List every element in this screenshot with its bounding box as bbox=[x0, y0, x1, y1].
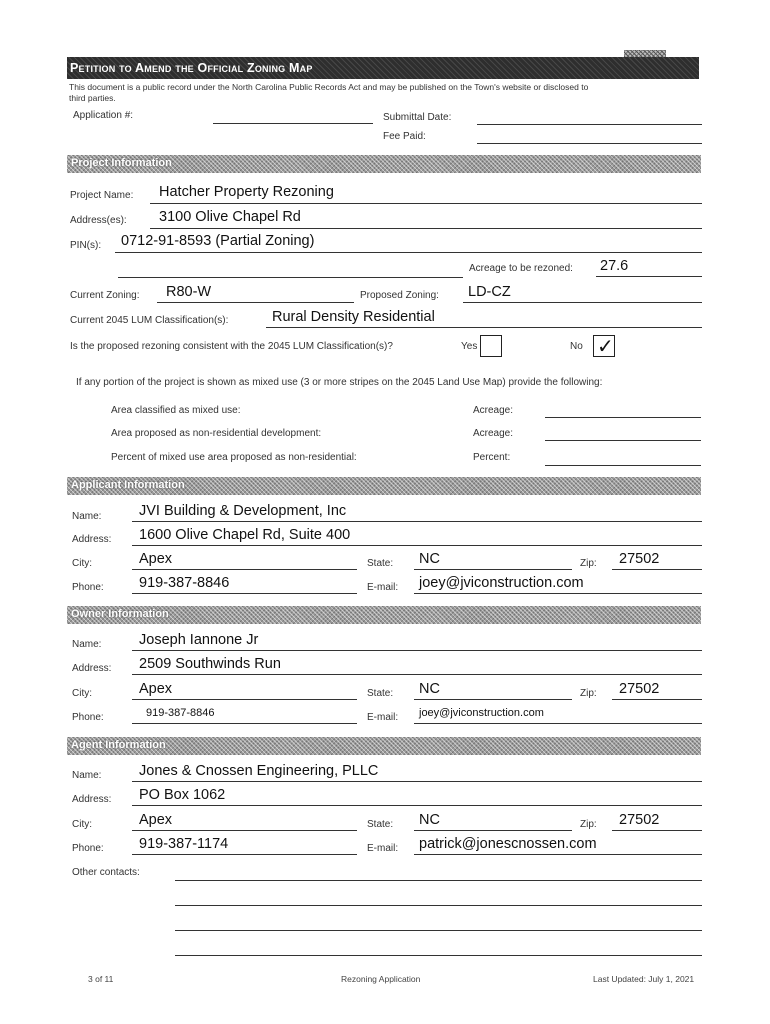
consistency-question: Is the proposed rezoning consistent with the 2045 LUM Classification(s)? bbox=[70, 341, 393, 352]
percent-proposed-label: Percent of mixed use area proposed as non-residential: bbox=[111, 452, 357, 463]
footer-page-number: 3 of 11 bbox=[88, 974, 114, 984]
proposed-zoning-label: Proposed Zoning: bbox=[360, 290, 439, 301]
acreage-rezoned-line bbox=[596, 276, 702, 277]
agent-email-label: E-mail: bbox=[367, 843, 399, 854]
area-classified-acreage-label: Acreage: bbox=[473, 405, 514, 416]
other-contacts-line-3[interactable] bbox=[175, 930, 702, 931]
owner-state-value[interactable]: NC bbox=[419, 681, 440, 697]
project-address-line bbox=[150, 228, 702, 229]
disclaimer-line-1: This document is a public record under the North Carolina Public Records Act and may be published on the Town's website or disclosed to bbox=[69, 82, 589, 92]
agent-city-label: City: bbox=[72, 819, 92, 830]
applicant-email-line bbox=[414, 593, 702, 594]
disclaimer-line-2: third parties. bbox=[69, 93, 116, 103]
owner-zip-label: Zip: bbox=[580, 688, 597, 699]
applicant-phone-label: Phone: bbox=[72, 582, 104, 593]
agent-zip-label: Zip: bbox=[580, 819, 597, 830]
applicant-name-value[interactable]: JVI Building & Development, Inc bbox=[139, 503, 347, 519]
yes-label: Yes bbox=[461, 341, 478, 352]
agent-phone-line bbox=[132, 854, 357, 855]
owner-zip-line bbox=[612, 699, 702, 700]
mixed-use-intro: If any portion of the project is shown as mixed use (3 or more stripes on the 2045 Land Use Map) provide the following: bbox=[76, 377, 603, 388]
applicant-email-label: E-mail: bbox=[367, 582, 399, 593]
owner-city-value[interactable]: Apex bbox=[139, 681, 173, 697]
agent-zip-line bbox=[612, 830, 702, 831]
applicant-zip-line bbox=[612, 569, 702, 570]
applicant-name-line bbox=[132, 521, 702, 522]
agent-zip-value[interactable]: 27502 bbox=[619, 812, 660, 828]
applicant-section-band bbox=[67, 477, 701, 495]
agent-state-value[interactable]: NC bbox=[419, 812, 440, 828]
owner-zip-value[interactable]: 27502 bbox=[619, 681, 660, 697]
owner-address-value[interactable]: 2509 Southwinds Run bbox=[139, 656, 281, 672]
percent-field[interactable] bbox=[545, 465, 701, 466]
agent-phone-label: Phone: bbox=[72, 843, 104, 854]
applicant-city-line bbox=[132, 569, 357, 570]
owner-phone-value[interactable]: 919-387-8846 bbox=[146, 707, 215, 719]
other-contacts-label: Other contacts: bbox=[72, 867, 140, 878]
agent-address-value[interactable]: PO Box 1062 bbox=[139, 787, 226, 803]
other-contacts-line-2[interactable] bbox=[175, 905, 702, 906]
project-name-line bbox=[150, 203, 702, 204]
owner-city-label: City: bbox=[72, 688, 92, 699]
agent-state-label: State: bbox=[367, 819, 394, 830]
applicant-city-value[interactable]: Apex bbox=[139, 551, 173, 567]
owner-address-label: Address: bbox=[72, 663, 112, 674]
application-number-field[interactable] bbox=[213, 123, 373, 124]
submittal-date-field[interactable] bbox=[477, 124, 702, 125]
project-address-label: Address(es): bbox=[70, 215, 127, 226]
check-mark-icon: ✓ bbox=[597, 336, 614, 358]
other-contacts-line-4[interactable] bbox=[175, 955, 702, 956]
lum-value[interactable]: Rural Density Residential bbox=[272, 309, 435, 325]
project-address-value[interactable]: 3100 Olive Chapel Rd bbox=[159, 209, 301, 225]
owner-email-label: E-mail: bbox=[367, 712, 399, 723]
footer-document-name: Rezoning Application bbox=[341, 974, 421, 984]
applicant-state-line bbox=[414, 569, 572, 570]
project-name-label: Project Name: bbox=[70, 190, 134, 201]
agent-state-line bbox=[414, 830, 572, 831]
applicant-address-line bbox=[132, 545, 702, 546]
owner-address-line bbox=[132, 674, 702, 675]
project-name-value[interactable]: Hatcher Property Rezoning bbox=[159, 184, 334, 200]
no-label: No bbox=[570, 341, 583, 352]
area-classified-acreage-field[interactable] bbox=[545, 417, 701, 418]
owner-city-line bbox=[132, 699, 357, 700]
agent-section-band bbox=[67, 737, 701, 755]
proposed-zoning-line bbox=[463, 302, 702, 303]
footer-last-updated: Last Updated: July 1, 2021 bbox=[593, 974, 695, 984]
lum-label: Current 2045 LUM Classification(s): bbox=[70, 315, 229, 326]
agent-address-line bbox=[132, 805, 702, 806]
owner-name-value[interactable]: Joseph Iannone Jr bbox=[139, 632, 259, 648]
fee-paid-label: Fee Paid: bbox=[383, 131, 426, 142]
form-title-band bbox=[67, 57, 699, 79]
applicant-city-label: City: bbox=[72, 558, 92, 569]
applicant-address-value[interactable]: 1600 Olive Chapel Rd, Suite 400 bbox=[139, 527, 351, 543]
owner-section-title: Owner Information bbox=[71, 608, 169, 620]
no-checkbox[interactable] bbox=[593, 335, 615, 357]
agent-email-value[interactable]: patrick@jonescnossen.com bbox=[419, 836, 597, 852]
agent-address-label: Address: bbox=[72, 794, 112, 805]
applicant-phone-line bbox=[132, 593, 357, 594]
area-proposed-acreage-label: Acreage: bbox=[473, 428, 514, 439]
acreage-rezoned-label: Acreage to be rezoned: bbox=[469, 263, 573, 274]
agent-name-value[interactable]: Jones & Cnossen Engineering, PLLC bbox=[139, 763, 379, 779]
other-contacts-line-1[interactable] bbox=[175, 880, 702, 881]
owner-phone-label: Phone: bbox=[72, 712, 104, 723]
pin-line bbox=[115, 252, 702, 253]
applicant-address-label: Address: bbox=[72, 534, 112, 545]
pin-label: PIN(s): bbox=[70, 240, 102, 251]
yes-checkbox[interactable] bbox=[480, 335, 502, 357]
agent-city-line bbox=[132, 830, 357, 831]
owner-name-line bbox=[132, 650, 702, 651]
proposed-zoning-value[interactable]: LD-CZ bbox=[468, 284, 511, 300]
agent-name-label: Name: bbox=[72, 770, 102, 781]
application-number-label: Application #: bbox=[73, 110, 134, 121]
owner-email-line bbox=[414, 723, 702, 724]
current-zoning-line bbox=[157, 302, 354, 303]
form-title: Petition to Amend the Official Zoning Map bbox=[70, 61, 313, 75]
applicant-state-label: State: bbox=[367, 558, 394, 569]
area-classified-label: Area classified as mixed use: bbox=[111, 405, 241, 416]
agent-phone-value[interactable]: 919-387-1174 bbox=[139, 836, 229, 852]
owner-section-band bbox=[67, 606, 701, 624]
pin-value[interactable]: 0712-91-8593 (Partial Zoning) bbox=[121, 233, 315, 249]
extra-pin-line bbox=[118, 277, 463, 278]
area-proposed-acreage-field[interactable] bbox=[545, 440, 701, 441]
lum-line bbox=[266, 327, 702, 328]
current-zoning-label: Current Zoning: bbox=[70, 290, 140, 301]
applicant-zip-value[interactable]: 27502 bbox=[619, 551, 660, 567]
agent-city-value[interactable]: Apex bbox=[139, 812, 173, 828]
applicant-zip-label: Zip: bbox=[580, 558, 597, 569]
current-zoning-value[interactable]: R80-W bbox=[166, 284, 212, 300]
agent-email-line bbox=[414, 854, 702, 855]
submittal-date-label: Submittal Date: bbox=[383, 112, 452, 123]
percent-label: Percent: bbox=[473, 452, 511, 463]
applicant-name-label: Name: bbox=[72, 511, 102, 522]
agent-section-title: Agent Information bbox=[71, 739, 166, 751]
owner-email-value[interactable]: joey@jviconstruction.com bbox=[419, 707, 544, 719]
applicant-phone-value[interactable]: 919-387-8846 bbox=[139, 575, 230, 591]
owner-state-line bbox=[414, 699, 572, 700]
acreage-rezoned-value[interactable]: 27.6 bbox=[600, 258, 629, 274]
agent-name-line bbox=[132, 781, 702, 782]
applicant-section-title: Applicant Information bbox=[71, 479, 185, 491]
owner-name-label: Name: bbox=[72, 639, 102, 650]
owner-state-label: State: bbox=[367, 688, 394, 699]
owner-phone-line bbox=[132, 723, 357, 724]
applicant-state-value[interactable]: NC bbox=[419, 551, 440, 567]
fee-paid-field[interactable] bbox=[477, 143, 702, 144]
project-section-title: Project Information bbox=[71, 157, 172, 169]
project-section-band bbox=[67, 155, 701, 173]
area-proposed-label: Area proposed as non-residential development: bbox=[111, 428, 322, 439]
applicant-email-value[interactable]: joey@jviconstruction.com bbox=[419, 575, 584, 591]
